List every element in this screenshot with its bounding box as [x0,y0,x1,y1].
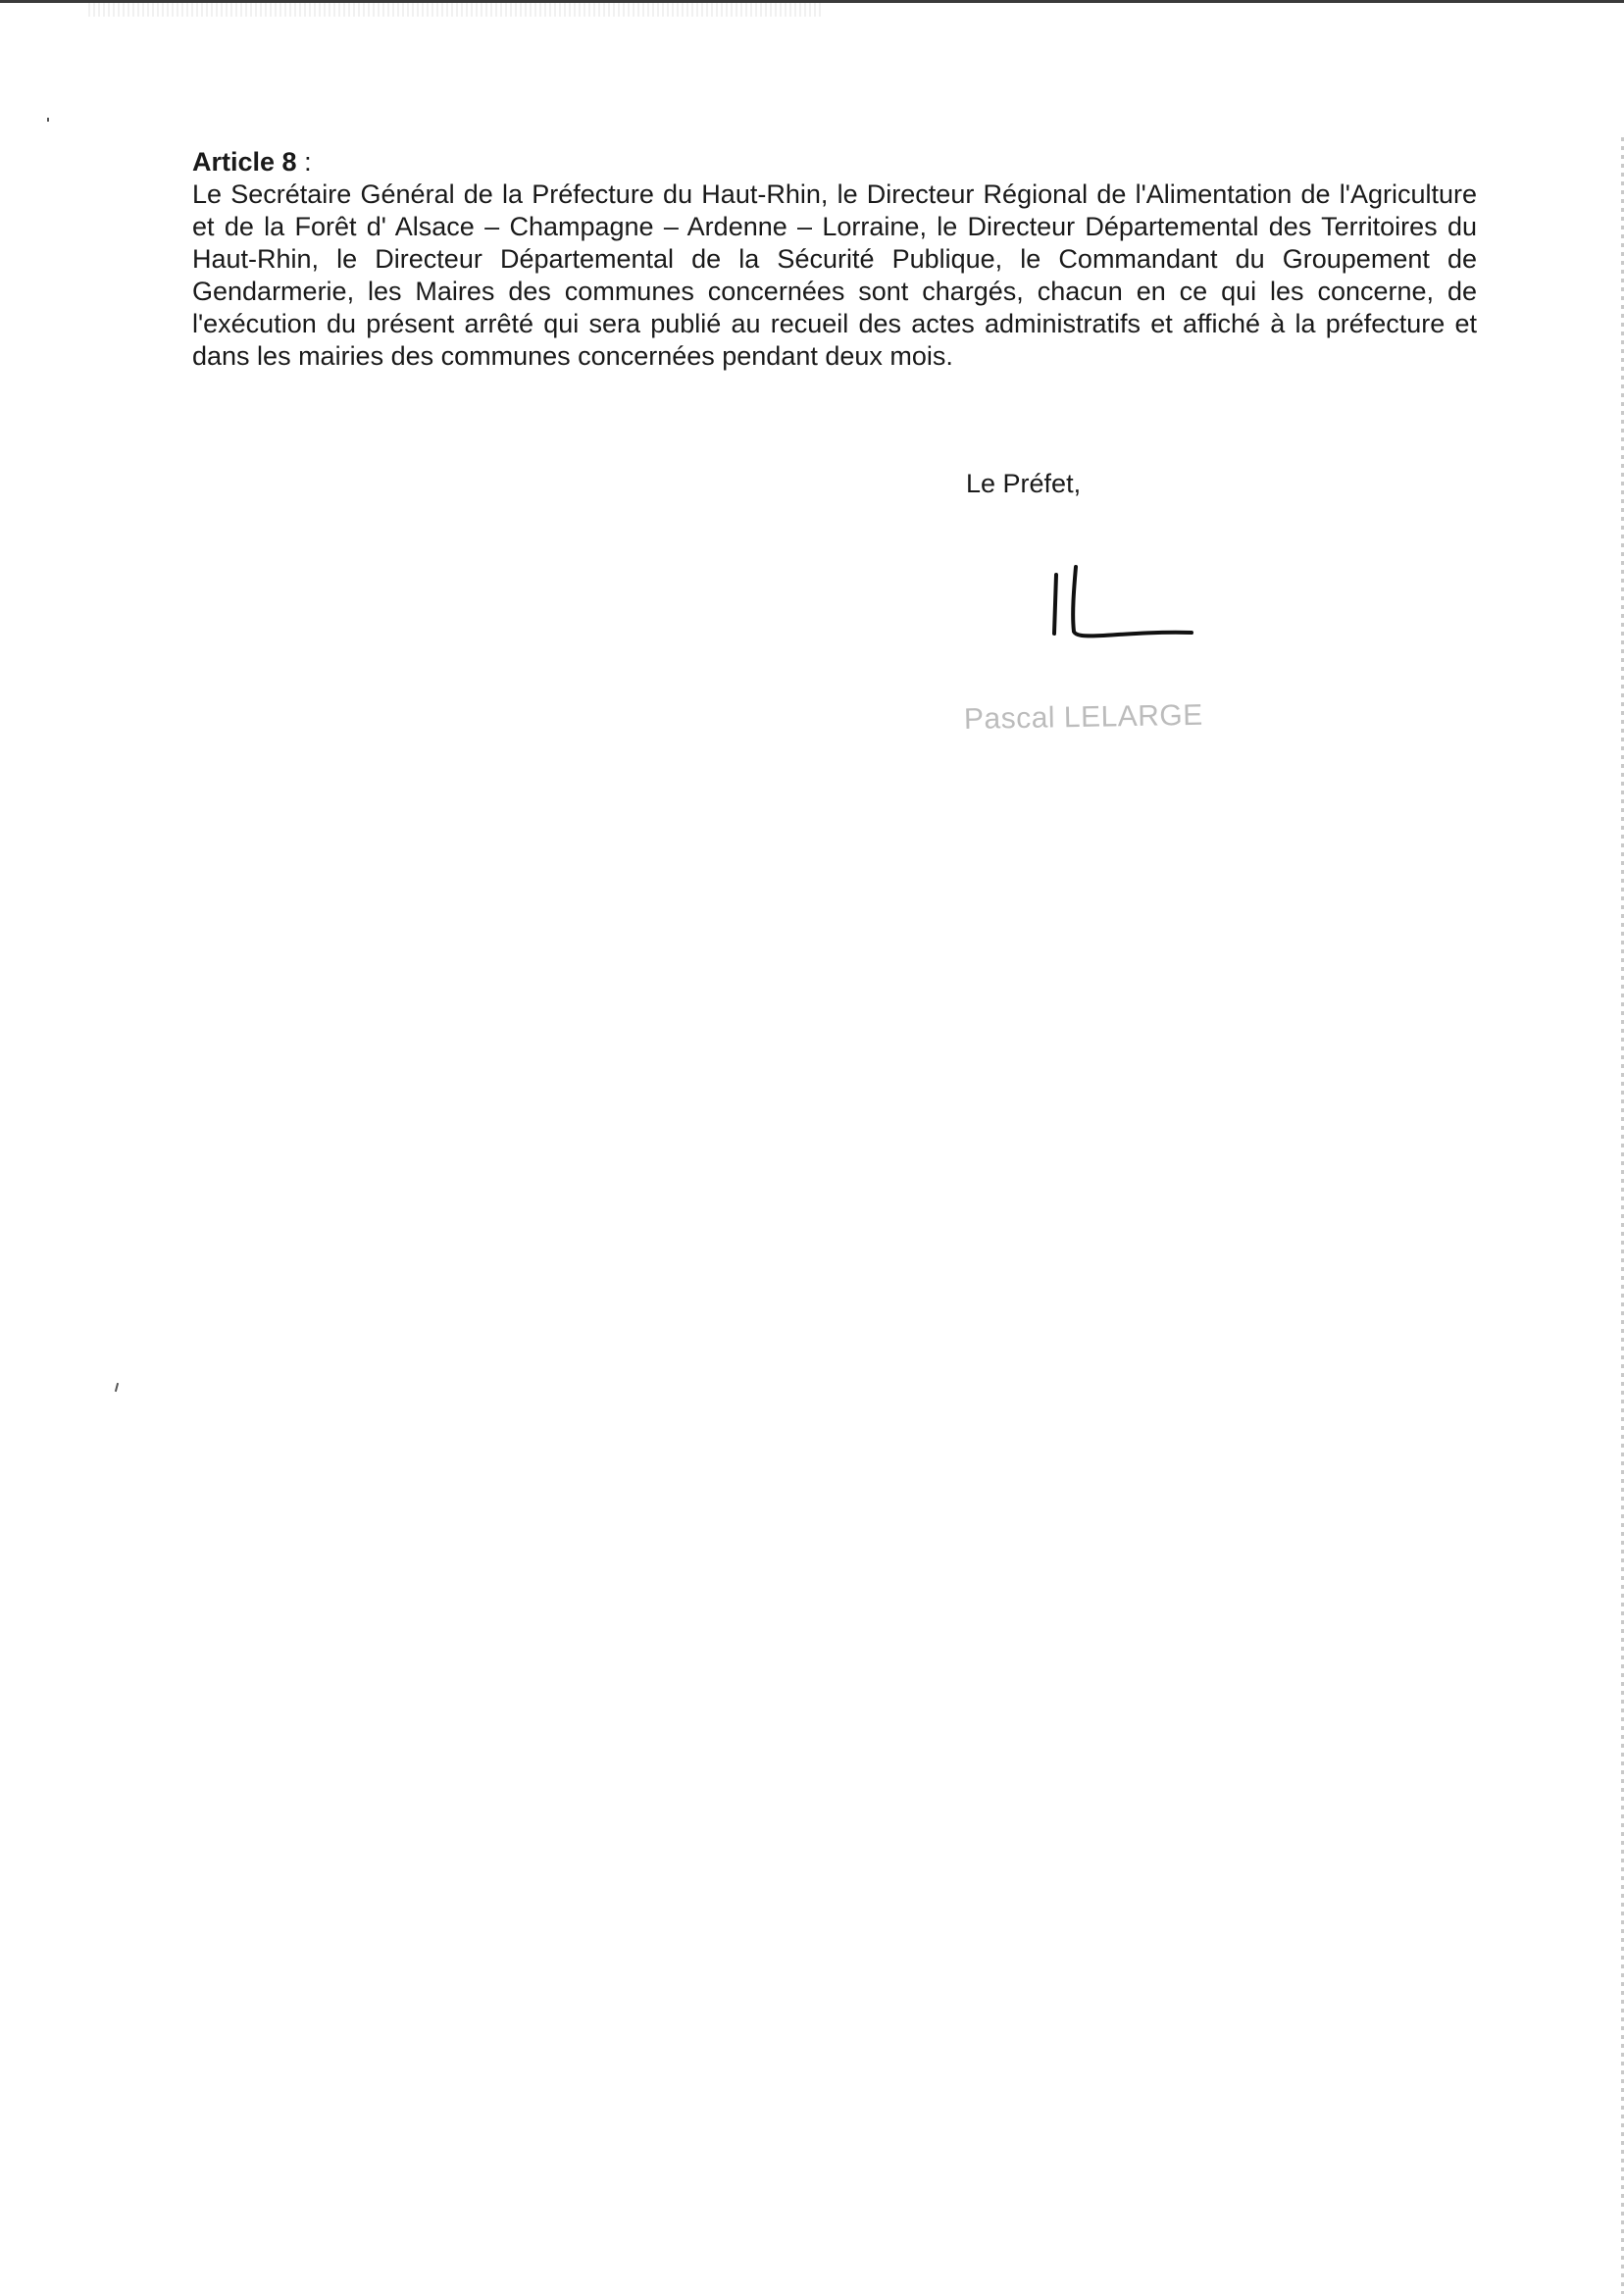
article-8 [192,145,1477,373]
article-heading [192,145,1477,178]
scan-top-shading [88,3,824,17]
signer-title: Le Préfet, [966,469,1082,498]
handwritten-signature [1044,565,1221,643]
signature-block [963,467,1358,736]
article-body: Le Secrétaire Général de la Préfecture du Haut-Rhin, le Directeur Régional de l'Alimentation de l'Agriculture et de la Forêt d' Alsace – Champagne – Ardenne – Lorraine, le Directeur Départemental des Territoires du Haut-Rhin, le Directeur Départemental de la Sécurité Publique, le Commandant du Groupement de Gendarmerie, les Maires des communes concernées sont chargés, chacun en ce qui les concerne, de l'exécution du présent arrêté qui sera publié au recueil des actes administratifs et affiché à la préfecture et dans les mairies des communes concernées pendant deux mois. [192,179,1477,371]
signer-name: Pascal LELARGE [963,698,1204,736]
scan-speck [115,1383,119,1392]
article-heading-colon: : [296,147,312,177]
article-heading-label: Article 8 [192,147,297,177]
scan-speck [47,118,49,122]
